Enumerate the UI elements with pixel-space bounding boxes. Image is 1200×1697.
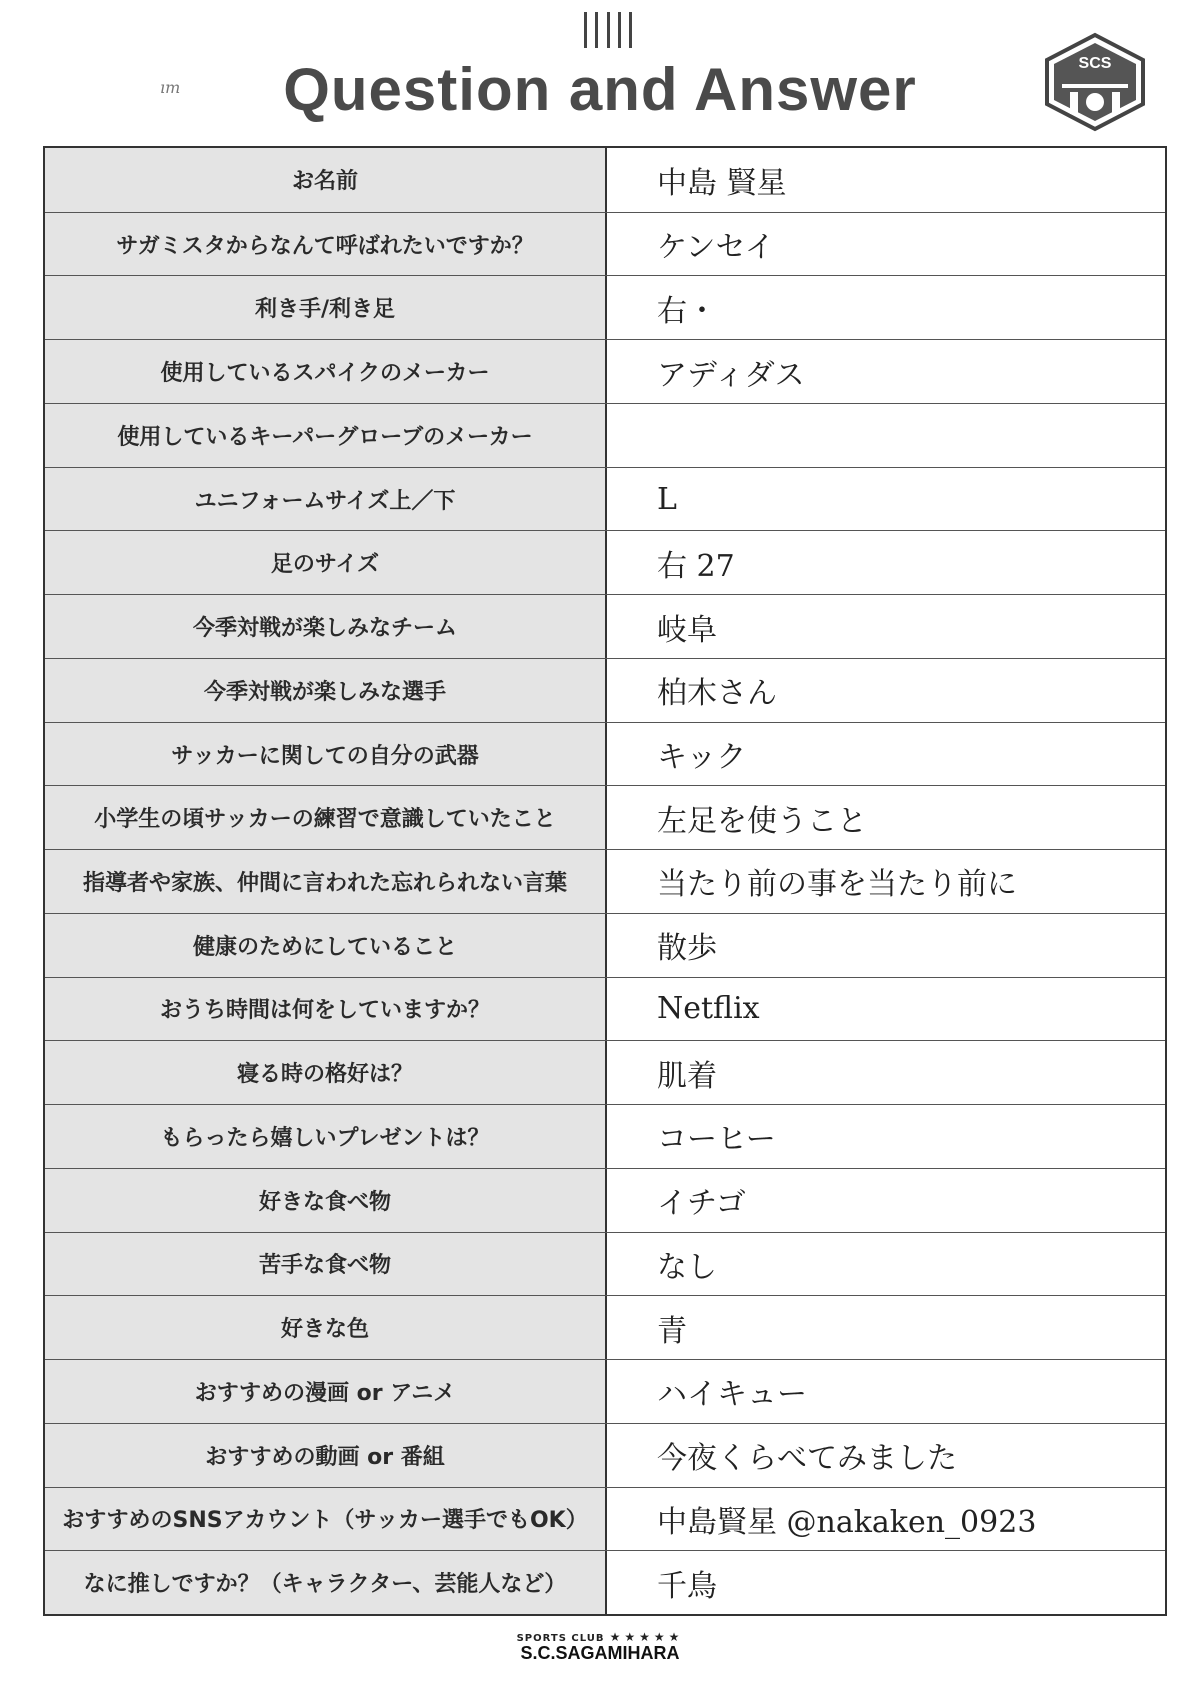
qa-row [45,1487,1165,1551]
question-cell: 指導者や家族、仲間に言われた忘れられない言葉 [45,850,607,913]
question-cell: 使用しているスパイクのメーカー [45,340,607,403]
answer-cell [607,404,1165,467]
question-cell: 使用しているキーパーグローブのメーカー [45,404,607,467]
qa-row [45,658,1165,722]
qa-row [45,1295,1165,1359]
qa-row [45,1550,1165,1614]
logo-lettering: SCS [1078,55,1112,72]
question-cell: サガミスタからなんて呼ばれたいですか？ [45,213,607,276]
question-cell: 好きな色 [45,1296,607,1359]
question-cell: お名前 [45,148,607,212]
question-cell: なに推しですか？（キャラクター、芸能人など） [45,1551,607,1614]
answer-cell: アディダス [657,357,805,393]
question-cell: 今季対戦が楽しみな選手 [45,659,607,722]
club-crest-logo [1040,32,1150,132]
qa-row [45,1104,1165,1168]
answer-cell: 右 27 [657,548,735,584]
margin-scribble: ım [160,78,181,97]
qa-row [45,849,1165,913]
answer-cell: なし [657,1249,717,1285]
qa-row [45,1040,1165,1104]
binding-marks [584,12,632,48]
answer-cell: Netflix [657,991,760,1027]
answer-cell: 当たり前の事を当たり前に [657,867,1017,903]
qa-row [45,594,1165,658]
qa-row [45,1232,1165,1296]
qa-row [45,212,1165,276]
footer-club-name: S.C.SAGAMIHARA [520,1643,680,1663]
answer-cell: 散歩 [657,931,717,967]
page-title: Question and Answer [283,56,917,123]
question-cell: おすすめのSNSアカウント（サッカー選手でもOK） [45,1488,607,1551]
answer-cell: 中島 賢星 [657,165,787,201]
qa-row [45,977,1165,1041]
qa-row [45,403,1165,467]
qa-row [45,1423,1165,1487]
answer-cell: ハイキュー [657,1377,807,1413]
qa-row [45,1168,1165,1232]
answer-cell: キック [657,740,747,775]
question-cell: 足のサイズ [45,531,607,594]
question-cell: 寝る時の格好は？ [45,1041,607,1104]
answer-cell: 今夜くらべてみました [657,1441,957,1477]
answer-cell: コーヒー [657,1122,776,1158]
question-cell: おすすめの漫画 or アニメ [45,1360,607,1423]
answer-cell: 中島賢星 @nakaken_0923 [657,1504,1037,1540]
question-cell: 好きな食べ物 [45,1169,607,1232]
binding-mark [584,12,587,48]
answer-cell: 肌着 [657,1058,717,1094]
footer-logo [0,1626,1200,1664]
answer-cell: ケンセイ [657,230,775,266]
answer-cell: 青 [657,1313,687,1349]
question-cell: もらったら嬉しいプレゼントは？ [45,1105,607,1168]
answer-cell: イチゴ [657,1186,746,1222]
qa-row [45,275,1165,339]
question-cell: 今季対戦が楽しみなチーム [45,595,607,658]
qa-table [43,146,1167,1616]
answer-cell: 千鳥 [657,1568,717,1604]
qa-row [45,785,1165,849]
question-cell: 利き手/利き足 [45,276,607,339]
question-cell: おすすめの動画 or 番組 [45,1424,607,1487]
footer-stars: ★★★★★ [609,1630,684,1644]
question-cell: 小学生の頃サッカーの練習で意識していたこと [45,786,607,849]
question-cell: 健康のためにしていること [45,914,607,977]
question-cell: ユニフォームサイズ上／下 [45,468,607,531]
answer-cell: 柏木さん [657,676,777,712]
answer-cell: L [657,481,677,517]
qa-row [45,339,1165,403]
footer-sports-club: SPORTS CLUB [516,1633,605,1644]
qa-row [45,148,1165,212]
binding-mark [629,12,632,48]
binding-mark [595,12,598,48]
answer-cell: 左足を使うこと [657,803,867,839]
qa-row [45,722,1165,786]
question-cell: おうち時間は何をしていますか？ [45,978,607,1041]
qa-row [45,530,1165,594]
binding-mark [618,12,621,48]
answer-cell: 右・ [657,293,717,329]
binding-mark [607,12,610,48]
qa-row [45,913,1165,977]
answer-cell: 岐阜 [657,612,717,648]
question-cell: サッカーに関しての自分の武器 [45,723,607,786]
question-cell: 苦手な食べ物 [45,1233,607,1296]
qa-row [45,1359,1165,1423]
qa-row [45,467,1165,531]
